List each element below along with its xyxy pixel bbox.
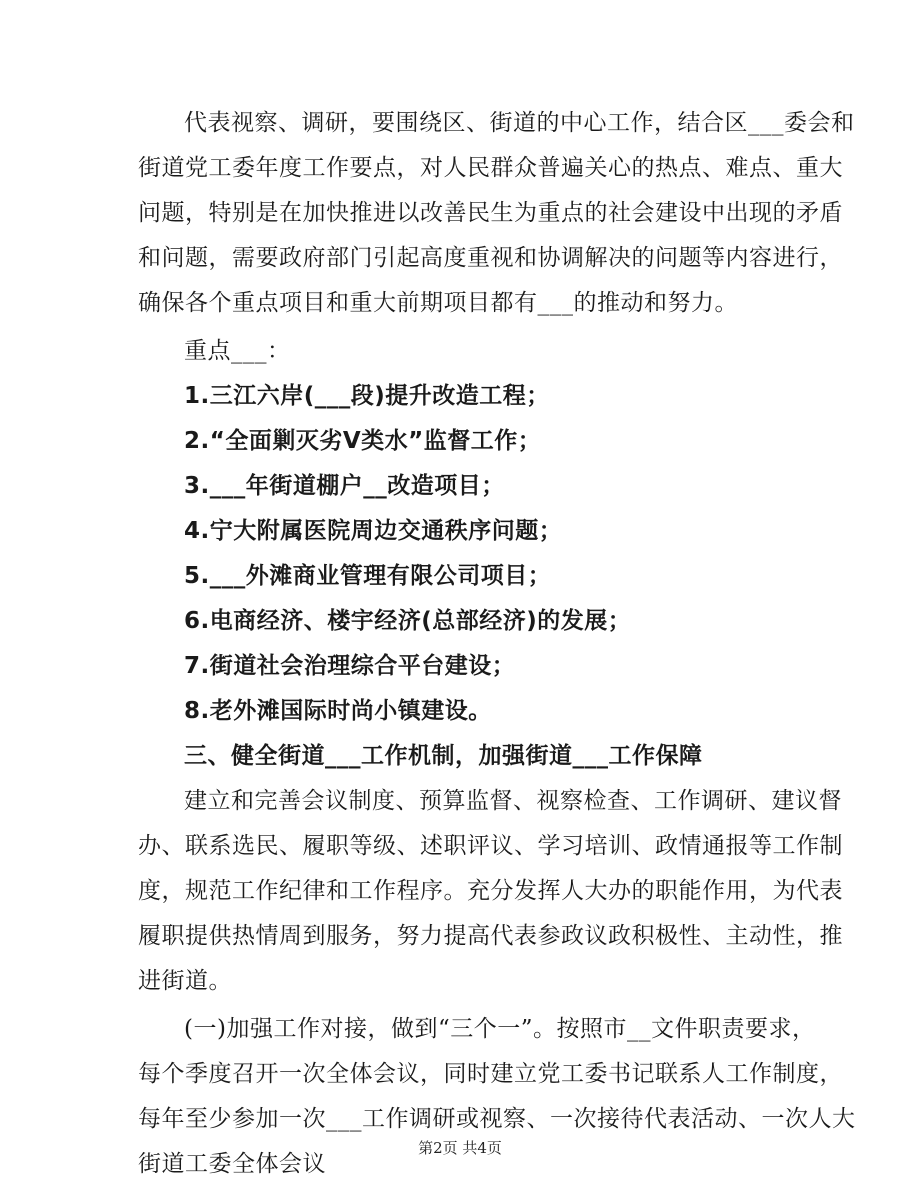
paragraph2-line: 履职提供热情周到服务，努力提高代表参政议政积极性、主动性，推 <box>138 923 843 949</box>
paragraph1-line: 街道党工委年度工作要点，对人民群众普遍关心的热点、难点、重大 <box>138 155 843 181</box>
focus-label: 重点___： <box>184 338 291 364</box>
page-number-footer: 第2页 共4页 <box>418 1139 502 1157</box>
focus-item: 3.___年街道棚户__改造项目； <box>184 473 505 499</box>
section-heading: 三、健全街道___工作机制，加强街道___工作保障 <box>184 743 703 769</box>
paragraph2-line: 进街道。 <box>138 968 232 994</box>
paragraph1-line: 和问题，需要政府部门引起高度重视和协调解决的问题等内容进行， <box>138 245 843 271</box>
focus-item: 6.电商经济、楼宇经济(总部经济)的发展； <box>184 608 632 634</box>
paragraph3-line: (一)加强工作对接，做到“三个一”。按照市__文件职责要求， <box>184 1016 816 1042</box>
paragraph2-line: 建立和完善会议制度、预算监督、视察检查、工作调研、建议督 <box>184 788 842 814</box>
focus-item: 4.宁大附属医院周边交通秩序问题； <box>184 518 563 544</box>
focus-item: 2.“全面剿灭劣V类水”监督工作； <box>184 428 542 454</box>
paragraph2-line: 办、联系选民、履职等级、述职评议、学习培训、政情通报等工作制 <box>138 833 843 859</box>
focus-item: 5.___外滩商业管理有限公司项目； <box>184 563 552 589</box>
focus-item: 7.街道社会治理综合平台建设； <box>184 653 516 679</box>
paragraph3-line: 街道工委全体会议 <box>138 1151 326 1177</box>
focus-item: 1.三江六岸(___段)提升改造工程； <box>184 383 550 409</box>
paragraph1-line: 代表视察、调研，要围绕区、街道的中心工作，结合区___委会和 <box>184 110 855 136</box>
focus-item: 8.老外滩国际时尚小镇建设。 <box>184 698 492 724</box>
paragraph2-line: 度，规范工作纪律和工作程序。充分发挥人大办的职能作用，为代表 <box>138 878 843 904</box>
paragraph1-line: 问题，特别是在加快推进以改善民生为重点的社会建设中出现的矛盾 <box>138 200 843 226</box>
paragraph3-line: 每个季度召开一次全体会议，同时建立党工委书记联系人工作制度， <box>138 1061 843 1087</box>
paragraph3-line: 每年至少参加一次___工作调研或视察、一次接待代表活动、一次人大 <box>138 1106 856 1132</box>
paragraph1-line: 确保各个重点项目和重大前期项目都有___的推动和努力。 <box>138 290 738 316</box>
